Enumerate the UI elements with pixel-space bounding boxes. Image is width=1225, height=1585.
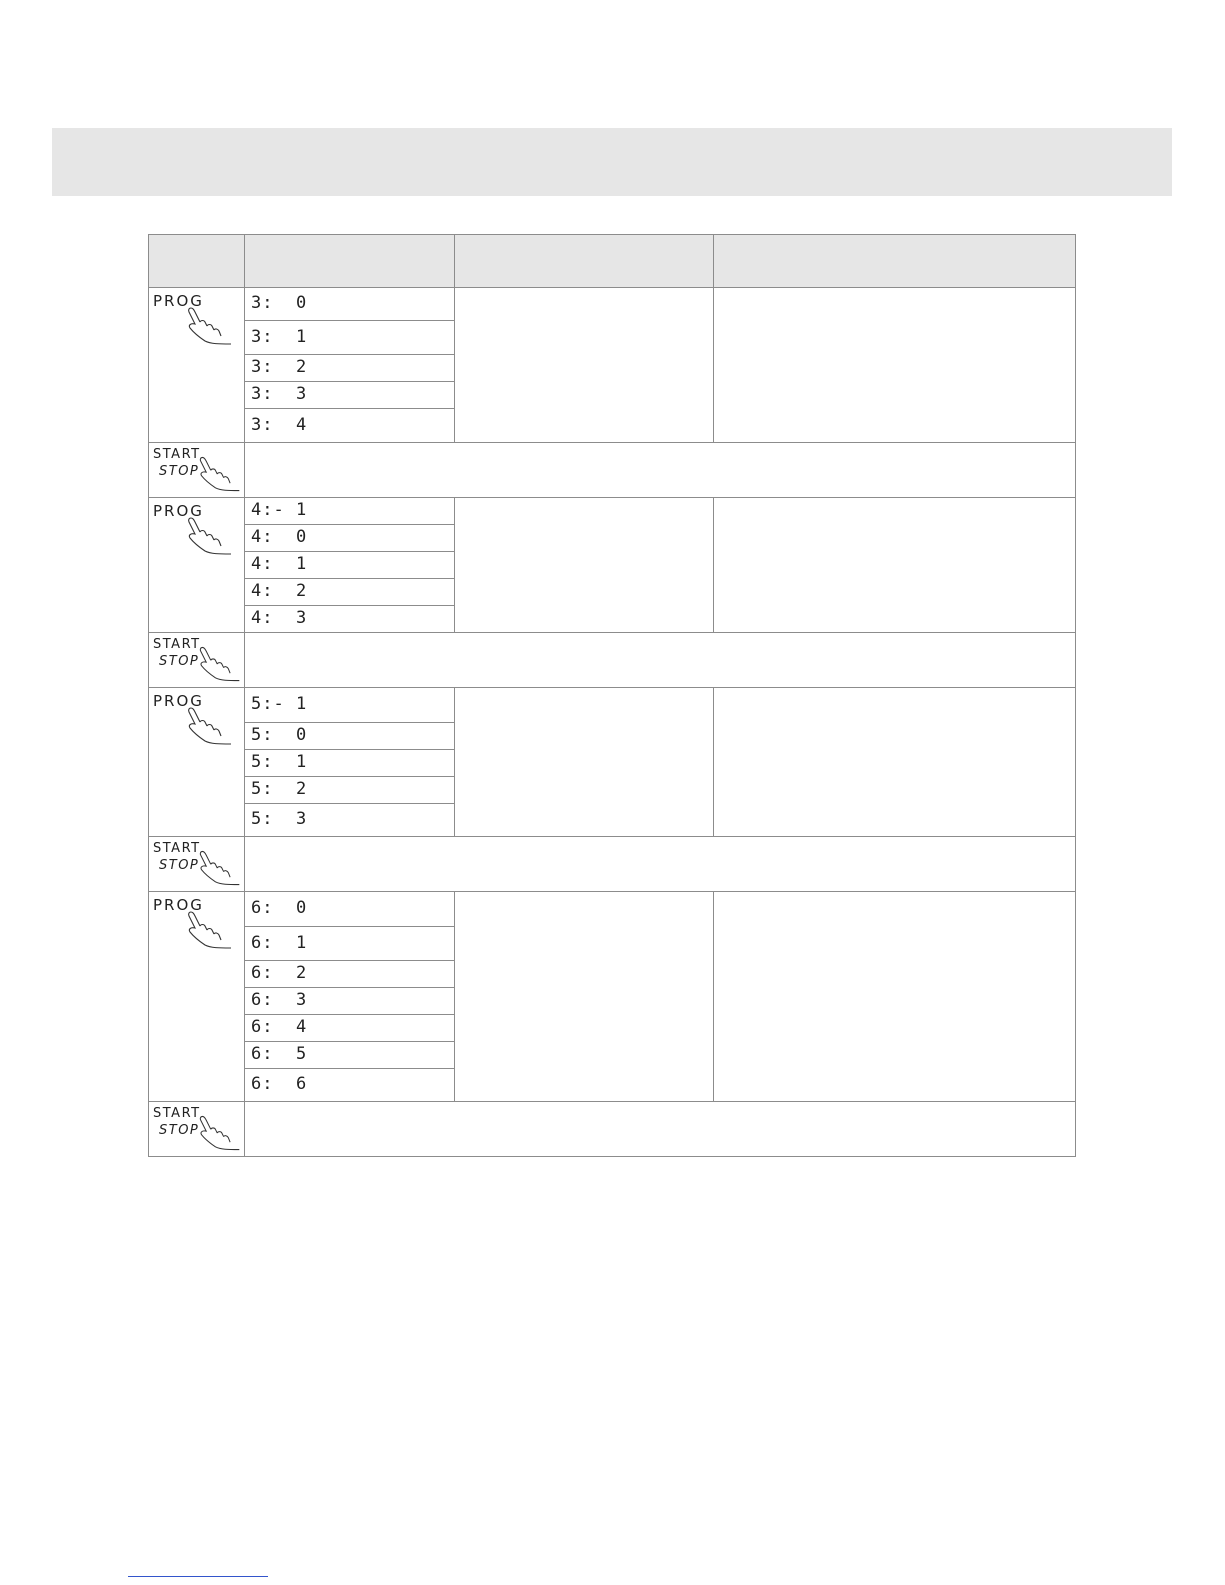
note-cell (714, 288, 1076, 443)
display-code-cell (245, 750, 455, 777)
segment-display-code: 3: 4 (251, 414, 308, 435)
stop-label: STOP (159, 654, 200, 669)
start-label: START (153, 447, 201, 462)
segment-display-code: 4:- 1 (251, 500, 308, 520)
segment-display-code: 4: 1 (251, 554, 308, 574)
settings-table (148, 234, 1076, 1157)
segment-display-code: 4: 2 (251, 581, 308, 601)
start-stop-button (149, 443, 245, 498)
display-code-cell (245, 606, 455, 633)
segment-display-code: 3: 0 (251, 293, 308, 313)
prog-button (149, 892, 245, 1102)
display-code-cell (245, 498, 455, 525)
note-cell (714, 688, 1076, 837)
display-code-cell (245, 288, 455, 321)
pressing-hand-icon (185, 706, 235, 751)
display-code-cell (245, 579, 455, 606)
segment-display-code: 6: 0 (251, 898, 308, 918)
segment-display-code: 5: 0 (251, 725, 308, 745)
segment-display-code: 5: 2 (251, 779, 308, 799)
table-row (149, 892, 1076, 927)
description-cell (455, 892, 714, 1102)
pressing-hand-icon (185, 910, 235, 955)
footer-link-underline (128, 1576, 268, 1577)
header-note-column (714, 235, 1076, 288)
description-cell (455, 288, 714, 443)
prog-button (149, 498, 245, 633)
description-cell (455, 498, 714, 633)
display-code-cell (245, 777, 455, 804)
display-code-cell (245, 1042, 455, 1069)
table-header-row (149, 235, 1076, 288)
segment-display-code: 5:- 1 (251, 694, 308, 714)
start-stop-row (149, 633, 1076, 688)
segment-display-code: 6: 3 (251, 990, 308, 1010)
stop-label: STOP (159, 464, 200, 479)
start-stop-button (149, 633, 245, 688)
start-stop-row (149, 1102, 1076, 1157)
display-code-cell (245, 552, 455, 579)
display-code-cell (245, 321, 455, 355)
start-stop-row (149, 837, 1076, 892)
display-code-cell (245, 355, 455, 382)
pressing-hand-icon (197, 455, 243, 498)
pressing-hand-icon (185, 516, 235, 561)
note-cell (714, 892, 1076, 1102)
start-stop-button (149, 1102, 245, 1157)
note-cell (714, 498, 1076, 633)
prog-button (149, 288, 245, 443)
prog-button (149, 688, 245, 837)
start-stop-description-cell (245, 1102, 1076, 1157)
section-header-band (52, 128, 1172, 196)
description-cell (455, 688, 714, 837)
table-row (149, 498, 1076, 525)
segment-display-code: 6: 2 (251, 963, 308, 983)
display-code-cell (245, 688, 455, 723)
segment-display-code: 5: 3 (251, 809, 308, 829)
segment-display-code: 6: 5 (251, 1044, 308, 1064)
display-code-cell (245, 988, 455, 1015)
pressing-hand-icon (197, 645, 243, 688)
start-label: START (153, 841, 201, 856)
stop-label: STOP (159, 1123, 200, 1138)
prog-button-label: PROG (153, 896, 204, 914)
segment-display-code: 3: 2 (251, 357, 308, 377)
display-code-cell (245, 804, 455, 837)
display-code-cell (245, 1069, 455, 1102)
start-stop-button (149, 837, 245, 892)
header-description-column (455, 235, 714, 288)
pressing-hand-icon (197, 849, 243, 892)
header-button-column (149, 235, 245, 288)
pressing-hand-icon (185, 306, 235, 351)
start-stop-description-cell (245, 443, 1076, 498)
display-code-cell (245, 723, 455, 750)
start-stop-description-cell (245, 633, 1076, 688)
display-code-cell (245, 927, 455, 961)
display-code-cell (245, 1015, 455, 1042)
header-display-column (245, 235, 455, 288)
display-code-cell (245, 382, 455, 409)
display-code-cell (245, 409, 455, 443)
prog-button-label: PROG (153, 292, 204, 310)
start-label: START (153, 1106, 201, 1121)
table-row (149, 688, 1076, 723)
segment-display-code: 3: 1 (251, 326, 308, 347)
start-label: START (153, 637, 201, 652)
start-stop-row (149, 443, 1076, 498)
segment-display-code: 4: 3 (251, 608, 308, 628)
segment-display-code: 6: 1 (251, 932, 308, 953)
display-code-cell (245, 525, 455, 552)
display-code-cell (245, 961, 455, 988)
prog-button-label: PROG (153, 502, 204, 520)
segment-display-code: 5: 1 (251, 752, 308, 772)
pressing-hand-icon (197, 1114, 243, 1157)
segment-display-code: 6: 6 (251, 1074, 308, 1094)
table-row (149, 288, 1076, 321)
start-stop-description-cell (245, 837, 1076, 892)
prog-button-label: PROG (153, 692, 204, 710)
stop-label: STOP (159, 858, 200, 873)
segment-display-code: 4: 0 (251, 527, 308, 547)
segment-display-code: 6: 4 (251, 1017, 308, 1037)
segment-display-code: 3: 3 (251, 384, 308, 404)
display-code-cell (245, 892, 455, 927)
